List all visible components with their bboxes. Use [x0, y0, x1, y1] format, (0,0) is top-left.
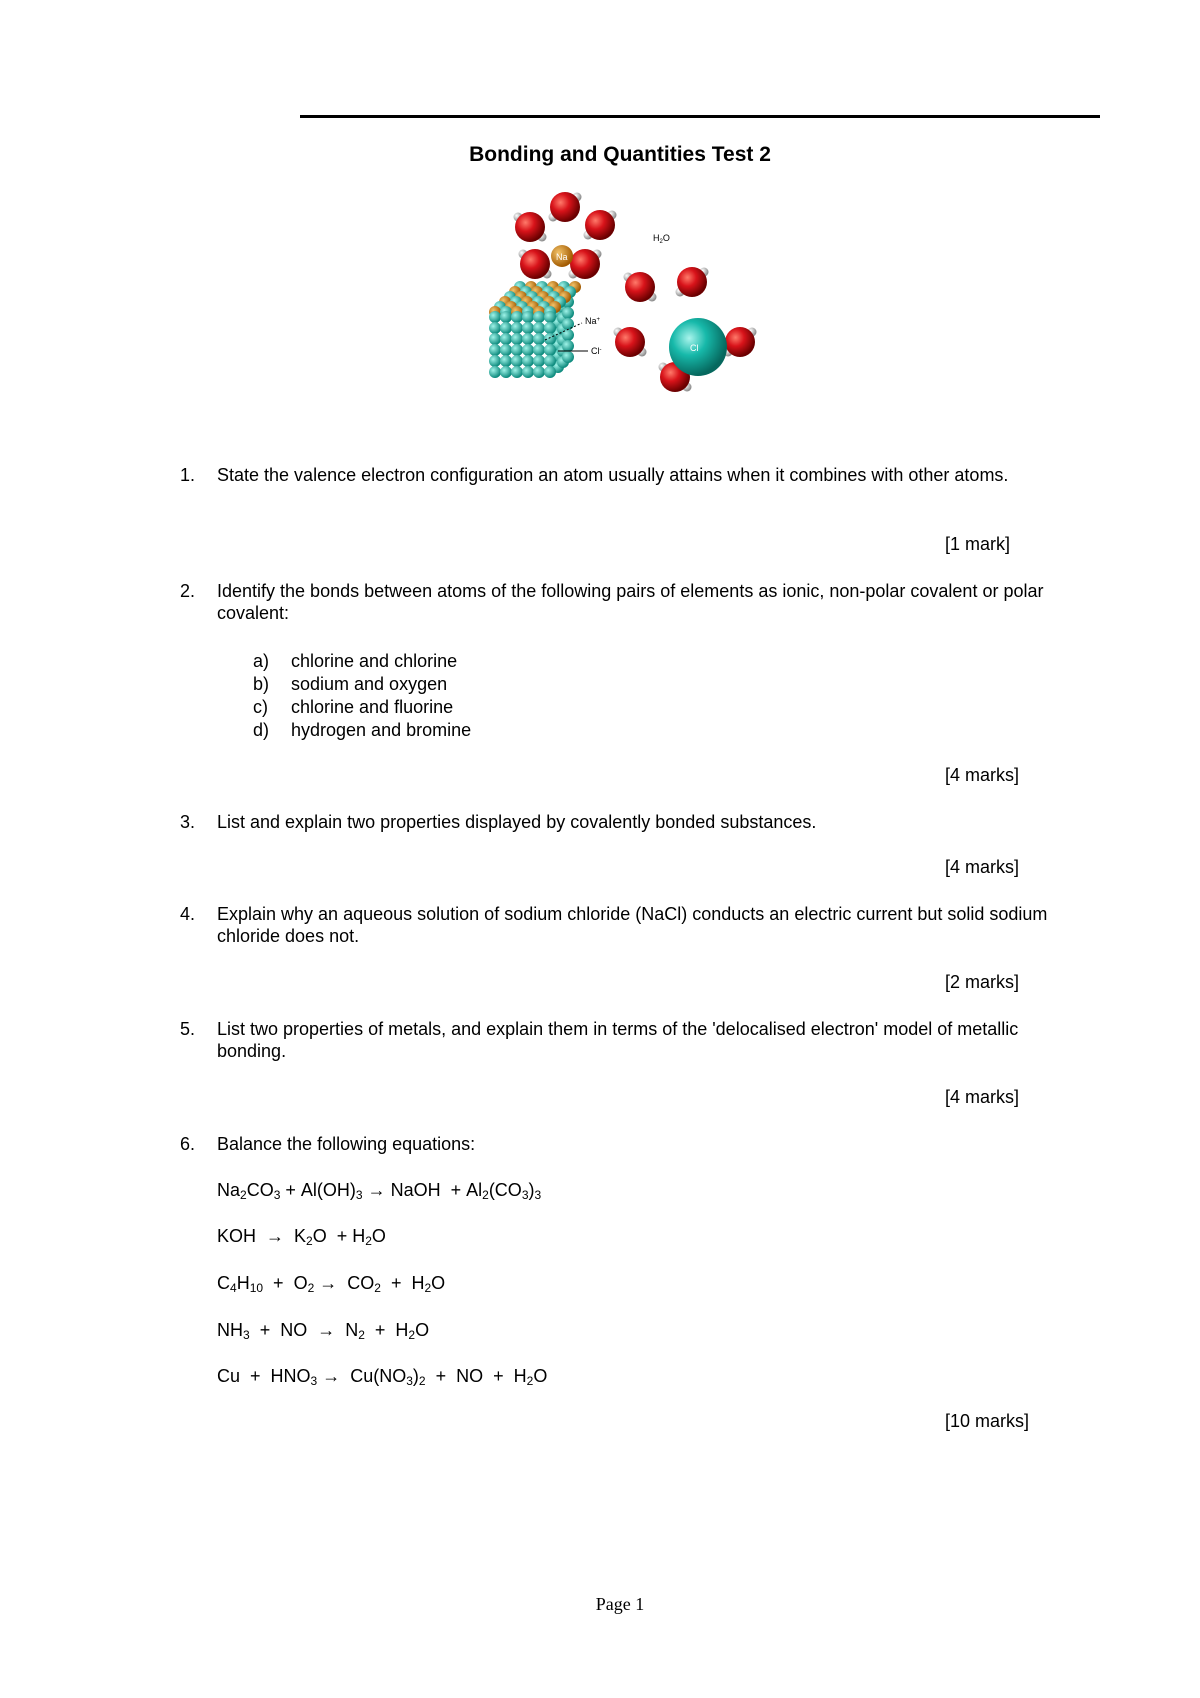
lattice-ion	[533, 355, 545, 367]
lattice-ion	[489, 366, 501, 378]
lattice-ion	[500, 322, 512, 334]
lattice-ion	[522, 355, 534, 367]
lattice-ion	[544, 311, 556, 323]
water-molecule	[724, 327, 757, 357]
water-molecule	[584, 210, 617, 240]
page-number: Page 1	[595, 1594, 645, 1614]
lattice-ion	[522, 311, 534, 323]
list-item: b) sodium and oxygen	[253, 674, 448, 694]
question-5-marks: [4 marks]	[945, 1087, 1020, 1107]
lattice-ion	[489, 355, 501, 367]
oxygen-atom	[550, 192, 580, 222]
na-atom-label: Na	[556, 252, 568, 262]
lattice-ion	[511, 355, 523, 367]
water-molecule	[519, 249, 552, 279]
water-molecule	[624, 272, 657, 302]
lattice-ion	[511, 344, 523, 356]
lattice-ion	[500, 333, 512, 345]
h2o-label: $H_2O$	[653, 233, 670, 245]
lattice-ion	[522, 366, 534, 378]
question-text: Identify the bonds between atoms of the following pairs of elements as ionic, non-polar covalent or polar covalent:	[217, 581, 1044, 623]
question-text: List two properties of metals, and explain them in terms of the 'delocalised electron' model of metallic bonding.	[217, 1019, 1019, 1061]
oxygen-atom	[585, 210, 615, 240]
nacl-hydration-figure	[470, 192, 790, 427]
oxygen-atom	[625, 272, 655, 302]
question-2-marks: [4 marks]	[945, 765, 1020, 785]
list-item: a) chlorine and chlorine	[253, 651, 458, 671]
question-4-marks: [2 marks]	[945, 972, 1020, 992]
lattice-ion	[522, 333, 534, 345]
lattice-ion	[544, 322, 556, 334]
page-title: Bonding and Quantities Test 2	[469, 143, 771, 166]
question-3-marks: [4 marks]	[945, 857, 1020, 877]
header-rule	[300, 115, 1100, 118]
lattice-ion	[500, 366, 512, 378]
water-molecule	[569, 249, 602, 279]
question-3	[180, 811, 1090, 833]
question-number: 1.	[180, 465, 196, 485]
lattice-ion	[489, 322, 501, 334]
lattice-ion	[500, 355, 512, 367]
lattice-ion	[533, 322, 545, 334]
water-molecule	[549, 192, 582, 222]
lattice-ion	[562, 318, 574, 330]
question-text: Explain why an aqueous solution of sodium chloride (NaCl) conducts an electric current but solid sodium chloride does not.	[217, 904, 1048, 946]
lattice-ion	[533, 333, 545, 345]
question-1-marks: [1 mark]	[945, 534, 1011, 554]
question-text: State the valence electron configuration an atom usually attains when it combines with other atoms.	[217, 465, 1009, 485]
question-number: 2.	[180, 581, 196, 601]
lattice-ion	[489, 311, 501, 323]
equation: $Na_2CO_3 + Al(OH)_3$ → NaOH + $Al_2(CO_3)_3$	[217, 1180, 542, 1202]
lattice-ion	[533, 311, 545, 323]
lattice-ion	[489, 333, 501, 345]
lattice-ion	[522, 344, 534, 356]
oxygen-atom	[677, 267, 707, 297]
question-text: List and explain two properties displayed by covalently bonded substances.	[217, 812, 817, 832]
lattice-ion	[511, 366, 523, 378]
oxygen-atom	[615, 327, 645, 357]
oxygen-atom	[520, 249, 550, 279]
question-number: 6.	[180, 1134, 196, 1154]
equation: $C_4H_{10} + O_2 \to CO_2 + H_2O$	[217, 1273, 446, 1295]
lattice-ion	[562, 307, 574, 319]
lattice-ion	[533, 366, 545, 378]
question-1	[180, 464, 1090, 486]
oxygen-atom	[570, 249, 600, 279]
question-2	[180, 580, 1090, 624]
lattice-ion	[489, 344, 501, 356]
lattice-ion	[511, 333, 523, 345]
cl-minus-label: Cl-	[591, 346, 602, 356]
lattice-ion	[511, 311, 523, 323]
lattice-ion	[562, 340, 574, 352]
lattice-ion	[562, 329, 574, 341]
oxygen-atom	[515, 212, 545, 242]
question-2-parts	[253, 650, 471, 742]
lattice-ion	[511, 322, 523, 334]
question-4	[180, 903, 1090, 947]
list-item: d) hydrogen and bromine	[253, 720, 472, 740]
lattice-ion	[500, 344, 512, 356]
lattice-ion	[562, 351, 574, 363]
cl-ion-label: Cl	[690, 343, 699, 353]
question-text: Balance the following equations:	[217, 1134, 476, 1154]
water-molecule	[514, 212, 547, 242]
lattice-ion	[544, 366, 556, 378]
list-item: c) chlorine and fluorine	[253, 697, 454, 717]
lattice-ion	[544, 355, 556, 367]
question-5	[180, 1018, 1090, 1062]
question-6	[180, 1133, 1090, 1155]
question-number: 5.	[180, 1019, 196, 1039]
lattice-ion	[533, 344, 545, 356]
lattice-ion	[544, 344, 556, 356]
na-plus-label: Na+	[585, 316, 601, 326]
equation: $NH_3$ + NO → $N_2 + H_2O$	[217, 1320, 430, 1342]
question-number: 3.	[180, 812, 196, 832]
oxygen-atom	[725, 327, 755, 357]
equation: $Cu + HNO_3 \to Cu(NO_3)_2$ + NO + $H_2O$	[217, 1366, 548, 1388]
equation: KOH → $K_2O + H_2O$	[217, 1226, 386, 1248]
question-6-marks: [10 marks]	[945, 1411, 1030, 1431]
question-number: 4.	[180, 904, 196, 924]
water-molecule	[676, 267, 709, 297]
lattice-ion	[500, 311, 512, 323]
lattice-ion	[544, 333, 556, 345]
water-molecule	[614, 327, 647, 357]
lattice-ion	[522, 322, 534, 334]
